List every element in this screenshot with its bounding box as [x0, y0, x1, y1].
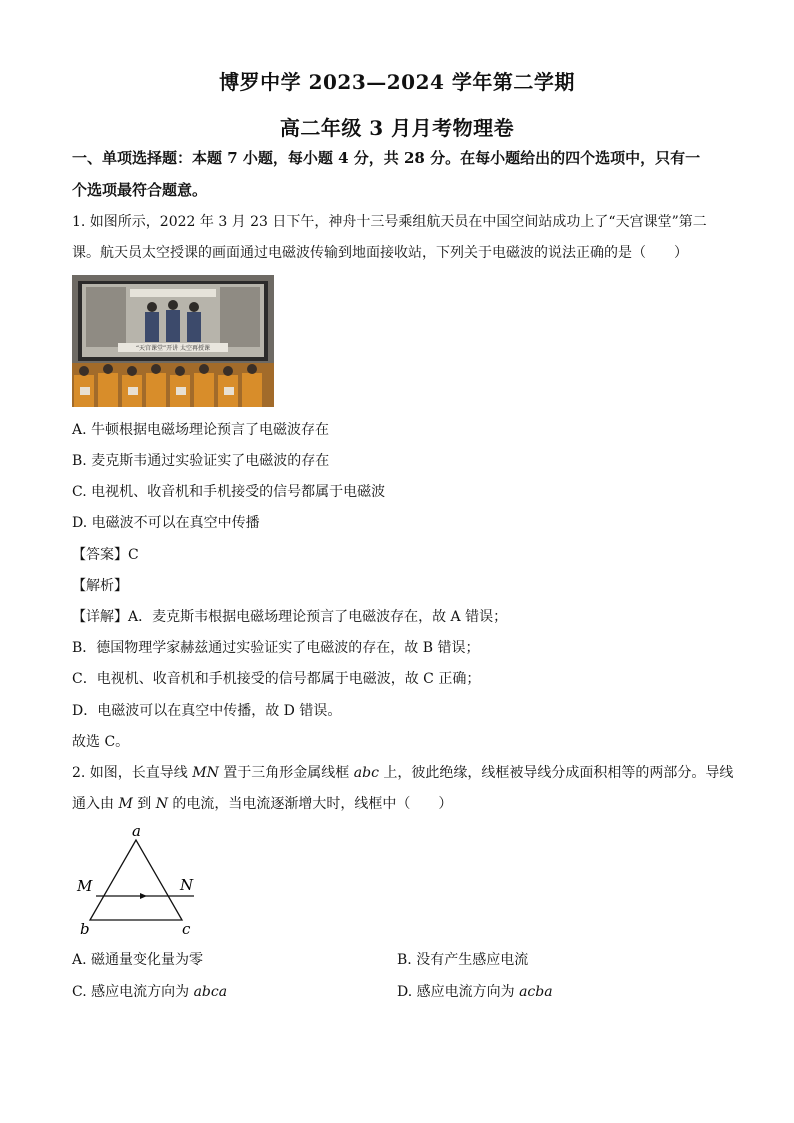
label-n: N: [180, 876, 194, 894]
label-a: a: [132, 824, 141, 840]
q2-stem-line1: 2. 如图，长直导线 MN 置于三角形金属线框 abc 上，彼此绝缘，线框被导线分成面积相等的两部分。导线: [72, 765, 734, 781]
section-heading-cont: 个选项最符合题意。: [72, 181, 208, 199]
q1-stem-line1: 1. 如图所示，2022 年 3 月 23 日下午，神舟十三号乘组航天员在中国空间站成功上了“天宫课堂”第二: [72, 214, 707, 230]
var-mn: MN: [192, 765, 219, 781]
var-m: M: [118, 796, 133, 812]
label-b: b: [80, 920, 90, 936]
q2-option-b: B. 没有产生感应电流: [397, 952, 529, 968]
section-heading: 一、单项选择题：本题 7 小题，每小题 4 分，共 28 分。在每小题给出的四个选项中，只有一: [72, 149, 701, 167]
q2-option-c: C. 感应电流方向为 abca: [72, 984, 228, 1000]
label-m: M: [77, 877, 93, 895]
q1-conclusion: 故选 C。: [72, 734, 130, 750]
q1-detail-4: D．电磁波可以在真空中传播，故 D 错误。: [72, 703, 342, 719]
q1-option-b: B. 麦克斯韦通过实验证实了电磁波的存在: [72, 453, 330, 469]
q1-stem-line2: 课。航天员太空授课的画面通过电磁波传输到地面接收站，下列关于电磁波的说法正确的是（ ）: [72, 245, 688, 261]
q1-answer: 【答案】C: [72, 547, 139, 563]
triangle-frame: [90, 840, 182, 920]
page-subtitle: 高二年级 3 月月考物理卷: [279, 116, 515, 140]
q1-detail-3: C．电视机、收音机和手机接受的信号都属于电磁波，故 C 正确；: [72, 671, 481, 687]
q1-option-c: C. 电视机、收音机和手机接受的信号都属于电磁波: [72, 484, 386, 500]
q1-option-a: A. 牛顿根据电磁场理论预言了电磁波存在: [72, 422, 330, 438]
current-arrow-icon: [140, 893, 147, 899]
var-abc: abc: [353, 765, 379, 781]
var-n: N: [155, 796, 168, 812]
q1-photo-classroom: [72, 275, 274, 407]
q2-option-d: D. 感应电流方向为 acba: [397, 984, 553, 1000]
q2-triangle-diagram: [74, 824, 204, 940]
photo-caption-text: “天宫课堂”开讲 太空再授课: [135, 345, 211, 352]
q1-detail-1: 【详解】A．麦克斯韦根据电磁场理论预言了电磁波存在，故 A 错误；: [72, 609, 508, 625]
q1-option-d: D. 电磁波不可以在真空中传播: [72, 515, 260, 531]
page-title: 博罗中学 2023—2024 学年第二学期: [219, 70, 575, 94]
q2-option-a: A. 磁通量变化量为零: [72, 952, 204, 968]
q1-detail-2: B．德国物理学家赫兹通过实验证实了电磁波的存在，故 B 错误；: [72, 640, 480, 656]
q2-stem-line2: 通入由 M 到 N 的电流，当电流逐渐增大时，线框中（ ）: [72, 796, 453, 812]
label-c: c: [182, 920, 191, 936]
q1-analysis-label: 【解析】: [72, 578, 128, 594]
